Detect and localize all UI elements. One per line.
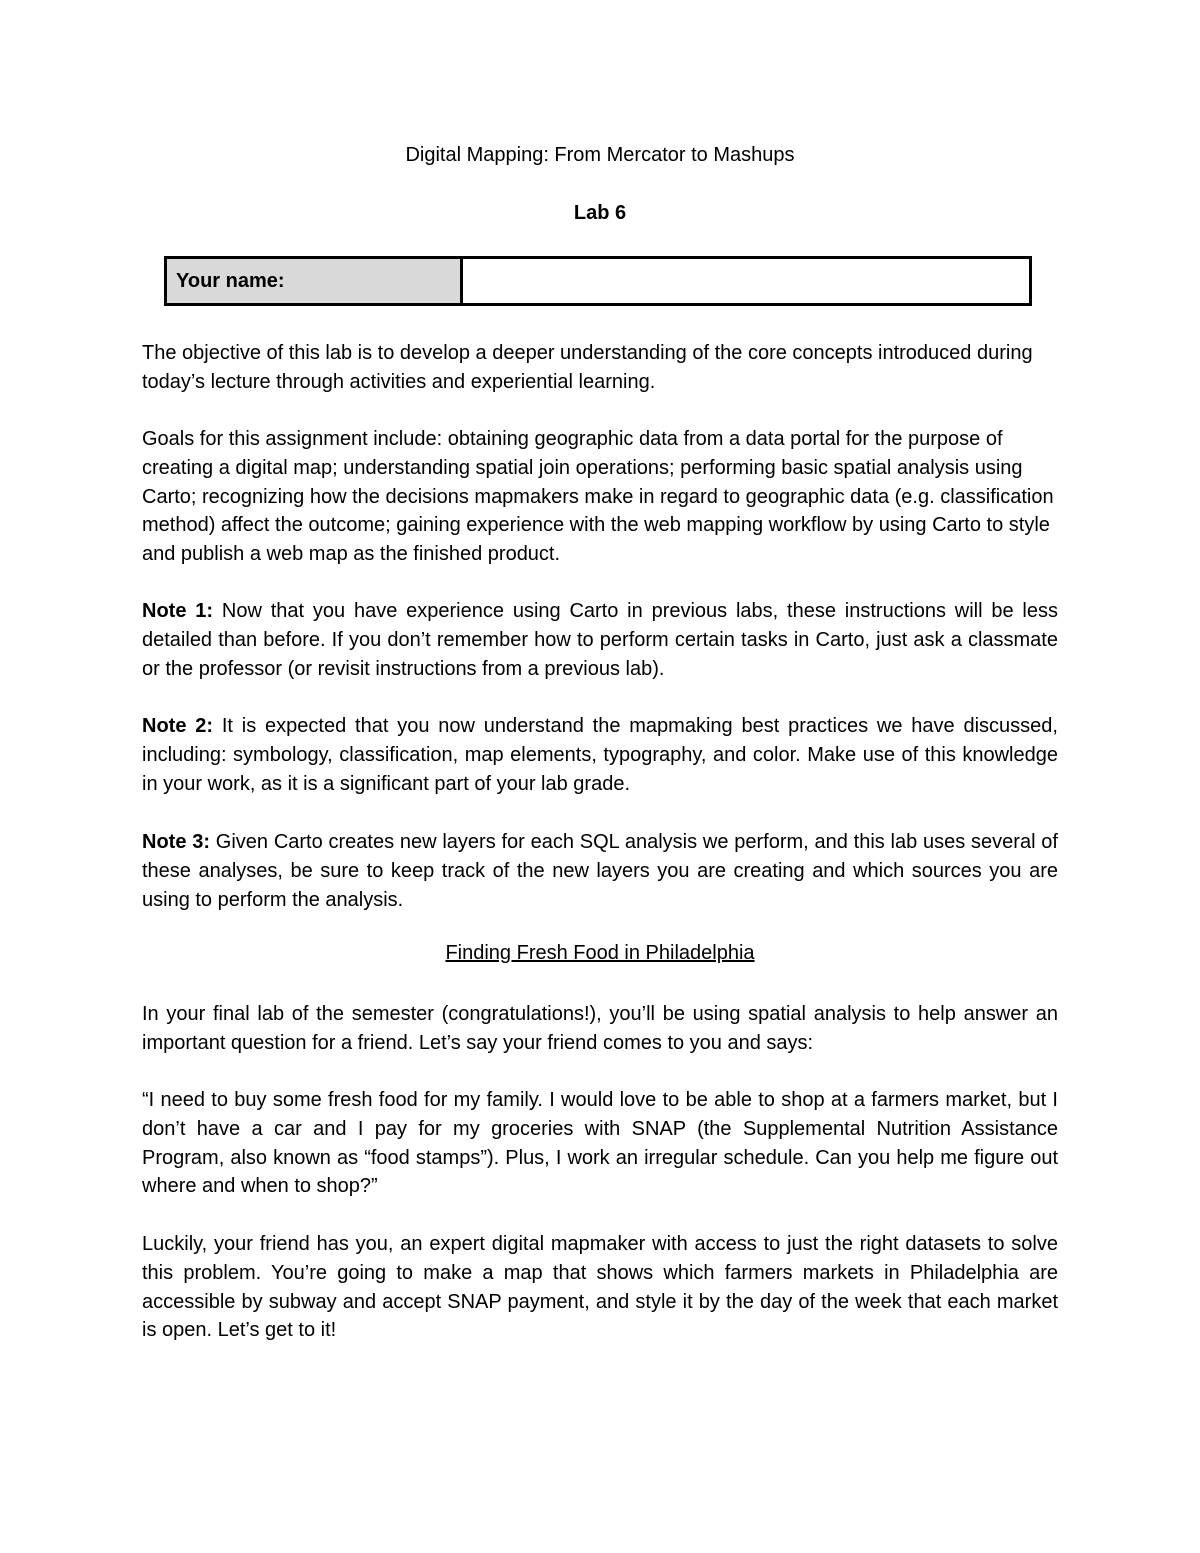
conclusion-paragraph: Luckily, your friend has you, an expert digital mapmaker with access to just the right datasets to solve this problem. You’re going to make a map that shows which farmers markets in Philadelphia are accessible by subway and accept SNAP payment, and style it by the day of the week that each market is open. Let’s get to it! bbox=[142, 1233, 1058, 1342]
course-title: Digital Mapping: From Mercator to Mashups bbox=[405, 144, 795, 166]
note-1-paragraph bbox=[142, 597, 1058, 683]
section-heading: Finding Fresh Food in Philadelphia bbox=[445, 942, 755, 964]
lab-title: Lab 6 bbox=[573, 202, 627, 224]
note-2-paragraph bbox=[142, 712, 1058, 798]
name-table bbox=[164, 256, 1032, 306]
note-1-text: Now that you have experience using Carto in previous labs, these instructions will be less detailed than before. If you don’t remember how to perform certain tasks in Carto, just ask a classmate or the professor (or revisit instructions from a previous lab). bbox=[142, 600, 1058, 680]
note-2-text: It is expected that you now understand the mapmaking best practices we have discussed, including: symbology, classification, map elements, typography, and color. Make use of this knowledge in your work, as it is a significant part of your lab grade. bbox=[142, 715, 1058, 795]
note-1-label: Note 1: bbox=[142, 600, 214, 622]
intro-paragraph: In your final lab of the semester (congratulations!), you’ll be using spatial analysis to help answer an important question for a friend. Let’s say your friend comes to you and says: bbox=[142, 1003, 1058, 1054]
objective-paragraph: The objective of this lab is to develop a deeper understanding of the core concepts introduced during today’s lecture through activities and experiential learning. bbox=[142, 342, 1033, 393]
note-3-paragraph bbox=[142, 828, 1058, 914]
note-3-text: Given Carto creates new layers for each SQL analysis we perform, and this lab uses several of these analyses, be sure to keep track of the new layers you are creating and which sources you are using to perform the analysis. bbox=[142, 831, 1058, 911]
quote-paragraph: “I need to buy some fresh food for my family. I would love to be able to shop at a farmers market, but I don’t have a car and I pay for my groceries with SNAP (the Supplemental Nutrition Assistance Program, also known as “food stamps”). Plus, I work an irregular schedule. Can you help me figure out where and when to shop?” bbox=[142, 1089, 1058, 1198]
name-label: Your name: bbox=[167, 259, 463, 303]
note-3-label: Note 3: bbox=[142, 831, 211, 853]
name-input[interactable] bbox=[463, 259, 1029, 303]
note-2-label: Note 2: bbox=[142, 715, 214, 737]
goals-paragraph: Goals for this assignment include: obtaining geographic data from a data portal for the purpose of creating a digital map; understanding spatial join operations; performing basic spatial analysis using Carto; recognizing how the decisions mapmakers make in regard to geographic data (e.g. classification method) affect the outcome; gaining experience with the web mapping workflow by using Carto to style and publish a web map as the finished product. bbox=[142, 428, 1054, 566]
